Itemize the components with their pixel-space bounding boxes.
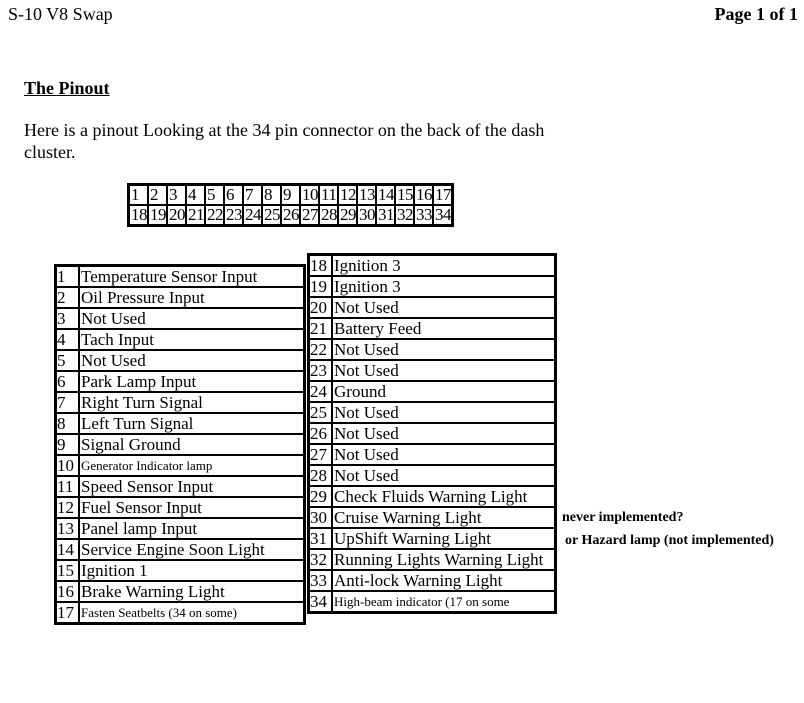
pin-number: 29 [309,486,333,507]
table-row [309,360,556,381]
connector-pin: 18 [129,205,149,226]
pin-number: 10 [56,455,80,476]
table-row [309,570,556,591]
table-row [56,266,305,288]
table-row [309,255,556,277]
table-row [56,287,305,308]
table-row [56,455,305,476]
pin-number: 19 [309,276,333,297]
connector-pin: 3 [167,185,186,206]
table-row [309,318,556,339]
pin-function: Speed Sensor Input [79,476,305,497]
pin-function: Generator Indicator lamp [79,455,305,476]
pin-number: 28 [309,465,333,486]
pin-function: Fasten Seatbelts (34 on some) [79,602,305,624]
table-row [56,539,305,560]
table-row [56,518,305,539]
pin-function: Service Engine Soon Light [79,539,305,560]
table-row [309,339,556,360]
connector-pin: 29 [340,205,356,224]
connector-pin: 13 [359,185,375,204]
pin-number: 18 [309,255,333,277]
connector-pin: 24 [245,205,261,224]
pin-function: Running Lights Warning Light [332,549,556,570]
pin-function: Oil Pressure Input [79,287,305,308]
table-row [309,423,556,444]
connector-pin: 19 [150,205,166,224]
pin-number: 21 [309,318,333,339]
connector-pin: 23 [226,205,242,224]
connector-pin: 5 [205,185,224,206]
pin-number: 33 [309,570,333,591]
connector-pin: 17 [435,185,451,204]
pin-function: Tach Input [79,329,305,350]
pin-function: Brake Warning Light [79,581,305,602]
pinout-table-right [307,253,557,614]
connector-pin: 8 [262,185,281,206]
connector-pin: 26 [283,205,299,224]
table-row [309,549,556,570]
pin-function: Fuel Sensor Input [79,497,305,518]
pin-number: 8 [56,413,80,434]
note-pin-30: or Hazard lamp (not implemented) [565,533,774,548]
table-row [56,392,305,413]
pin-number: 5 [56,350,80,371]
pin-number: 27 [309,444,333,465]
pin-number: 24 [309,381,333,402]
connector-pin: 30 [359,205,375,224]
pin-function: Ignition 3 [332,255,556,277]
connector-pin-grid [127,183,454,227]
pin-function: Battery Feed [332,318,556,339]
connector-row-bottom [129,205,453,226]
pinout-table-left [54,264,306,625]
connector-pin: 22 [207,205,223,224]
pin-function: Not Used [332,423,556,444]
pin-function: Not Used [79,308,305,329]
connector-pin: 1 [129,185,149,206]
table-row [309,297,556,318]
note-pin-29: never implemented? [562,510,684,525]
pin-number: 32 [309,549,333,570]
pin-number: 14 [56,539,80,560]
table-row [309,444,556,465]
pin-number: 12 [56,497,80,518]
table-row [56,476,305,497]
table-row [56,371,305,392]
table-row [56,329,305,350]
pin-number: 17 [56,602,80,624]
table-row [309,507,556,528]
pin-function: Park Lamp Input [79,371,305,392]
pin-function: Not Used [79,350,305,371]
table-row [56,497,305,518]
connector-pin: 10 [302,185,318,204]
intro-paragraph: Here is a pinout Looking at the 34 pin connector on the back of the dash cluster. [24,120,545,162]
pin-function: Panel lamp Input [79,518,305,539]
pin-function: Not Used [332,360,556,381]
table-row [56,602,305,624]
pin-number: 30 [309,507,333,528]
table-row [309,465,556,486]
pin-function: UpShift Warning Light [332,528,556,549]
connector-pin: 7 [243,185,262,206]
connector-pin: 25 [264,205,280,224]
table-row [56,350,305,371]
pin-function: Not Used [332,465,556,486]
pin-function: Temperature Sensor Input [79,266,305,288]
pin-number: 4 [56,329,80,350]
pin-function: Not Used [332,402,556,423]
pin-function: Not Used [332,444,556,465]
pin-function: Check Fluids Warning Light [332,486,556,507]
pin-number: 7 [56,392,80,413]
pin-number: 6 [56,371,80,392]
connector-pin: 4 [186,185,205,206]
connector-pin: 21 [188,205,204,224]
pin-number: 26 [309,423,333,444]
connector-pin: 32 [397,205,413,224]
pin-function: Anti-lock Warning Light [332,570,556,591]
connector-pin: 9 [281,185,300,206]
pin-number: 16 [56,581,80,602]
table-row [56,308,305,329]
connector-pin: 27 [302,205,318,224]
pin-function: Left Turn Signal [79,413,305,434]
pin-number: 23 [309,360,333,381]
connector-row-top [129,185,453,206]
connector-pin: 6 [224,185,243,206]
table-row [56,560,305,581]
connector-pin: 15 [397,185,413,204]
pin-number: 22 [309,339,333,360]
pin-number: 3 [56,308,80,329]
pin-number: 25 [309,402,333,423]
table-row [56,434,305,455]
table-row [56,413,305,434]
table-row [309,528,556,549]
table-row [309,402,556,423]
table-row [309,486,556,507]
table-row [309,381,556,402]
page-number: Page 1 of 1 [714,4,798,24]
connector-pin: 14 [378,185,394,204]
connector-pin: 12 [340,185,356,204]
pin-function: Ignition 1 [79,560,305,581]
pin-number: 34 [309,591,333,613]
pin-function: Cruise Warning Light [332,507,556,528]
connector-pin: 33 [416,205,432,224]
connector-pin: 34 [435,205,451,224]
connector-pin: 2 [148,185,167,206]
pin-number: 15 [56,560,80,581]
connector-pin: 20 [169,205,185,224]
pin-number: 11 [56,476,80,497]
pin-number: 20 [309,297,333,318]
table-row [56,581,305,602]
connector-pin: 28 [321,205,337,224]
pin-number: 1 [56,266,80,288]
connector-pin: 16 [416,185,432,204]
pin-function: Signal Ground [79,434,305,455]
section-heading: The Pinout [24,78,110,98]
pin-number: 2 [56,287,80,308]
pin-function: High-beam indicator (17 on some [332,591,556,613]
pin-number: 13 [56,518,80,539]
table-row [309,591,556,613]
pin-function: Not Used [332,297,556,318]
pin-function: Ignition 3 [332,276,556,297]
pin-function: Right Turn Signal [79,392,305,413]
pin-function: Not Used [332,339,556,360]
document-title: S-10 V8 Swap [8,4,113,24]
connector-pin: 31 [378,205,394,224]
pin-number: 9 [56,434,80,455]
connector-pin: 11 [321,185,337,204]
table-row [309,276,556,297]
pin-number: 31 [309,528,333,549]
pin-function: Ground [332,381,556,402]
